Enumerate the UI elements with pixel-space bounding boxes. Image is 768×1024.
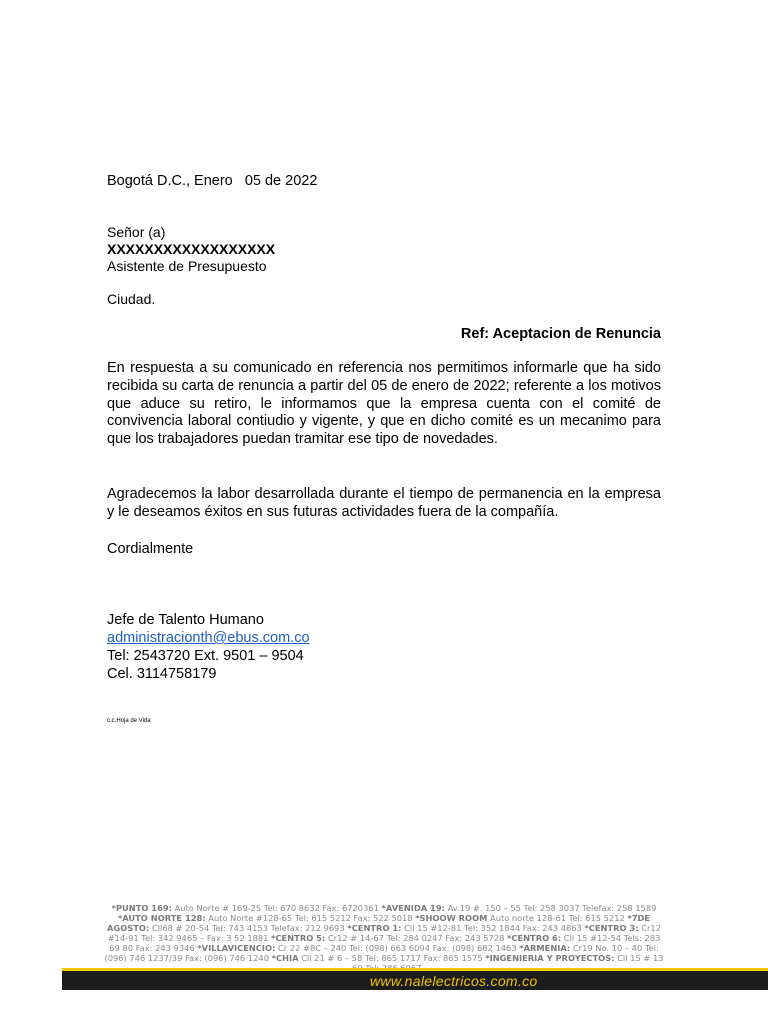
date-line: Bogotá D.C., Enero 05 de 2022 — [107, 173, 318, 189]
footer-branch-name: *SHOOW ROOM — [415, 913, 488, 923]
footer-branch-info: Cll 15 #12-81 Tel: 352 1844 Fax: 243 4863 — [401, 923, 585, 933]
footer-branch-info: Cll 15 #12-54 Tels: 283 69 80 Fax: 243 9346 — [109, 933, 661, 953]
footer-branch-info: Cr12 # 14-67 Tel: 284 0247 Fax: 243 5728 — [325, 933, 508, 943]
footer-branch-name: *INGENIERIA Y PROYECTOS: — [485, 953, 615, 963]
footer-branch-info: Av.19 #. 150 – 55 Tel: 258 3037 Telefax: 258 1589 — [444, 903, 657, 913]
footer-branch-name: *CENTRO 3: — [584, 923, 639, 933]
footer-branch-info: Cr19 No. 10 – 40 Tel: (096) 746 1237/39 Fax: (096) 746 1240 — [104, 943, 659, 963]
footer-branch-info: Auto Norte # 169-25 Tel: 670 8632 Fax: 6720361 — [171, 903, 382, 913]
footer-branch-name: *AVENIDA 19: — [381, 903, 445, 913]
signature-phone: Tel: 2543720 Ext. 9501 – 9504 — [107, 648, 304, 664]
footer-branch-info: Cll 15 # 13 — [617, 953, 664, 963]
footer-branch-info: Auto Norte #128-65 Tel: 615 5212 Fax: 522 5018 — [205, 913, 416, 923]
footer-branch-name: *VILLAVICENCIO: — [197, 943, 276, 953]
footer-branch-name: *CHIA — [271, 953, 299, 963]
footer-branch-info: Cr12 #14-91 Tel: 342 9465 – Fax: 3 52 1881 — [107, 923, 661, 943]
footer-branch-name: *PUNTO 169: — [111, 903, 172, 913]
footer-branch-name: *CENTRO 6: — [507, 933, 562, 943]
footer-branches — [104, 903, 664, 975]
signature-role: Jefe de Talento Humano — [107, 612, 264, 628]
body-paragraph-2: Agradecemos la labor desarrollada durante el tiempo de permanencia en la empresa y le deseamos éxitos en sus futuras actividades fuera de la compañía. — [107, 486, 661, 520]
footer-branch-name: *7DE AGOSTO: — [107, 913, 651, 933]
footer-website[interactable]: www.nalelectricos.com.co — [370, 973, 538, 989]
body-paragraph-1: En respuesta a su comunicado en referencia nos permitimos informarle que ha sido recibida su carta de renuncia a partir del 05 de enero de 2022; referente a los motivos que aduce su retiro, le informamos que la empresa cuenta con el comité de convivencia laboral contiudio y vigente, y que en dicho comité es un mecanimo para que los trabajadores puedan tramitar ese tipo de novedades. — [107, 360, 661, 448]
closing: Cordialmente — [107, 541, 194, 557]
footer-branch-info: Cll68 # 20-54 Tel: 743 4153 Telefax: 212 9693 — [149, 923, 348, 933]
signature-cell: Cel. 3114758179 — [107, 666, 217, 682]
footer-branch-info: Auto norte 128-61 Tel: 615 5212 — [487, 913, 628, 923]
recipient-title: Asistente de Presupuesto — [107, 258, 267, 274]
cc-note: c.c.Hoja de Vida — [107, 718, 151, 724]
footer-branch-name: *ARMENIA: — [519, 943, 571, 953]
footer-branch-info: Cr 22 #8C – 240 Tel: (098) 663 6094 Fax: (098) 682 1463 — [275, 943, 520, 953]
footer-branch-info: Cll 21 # 6 – 58 Tel: 865 1717 Fax: 865 1575 — [298, 953, 486, 963]
city-line: Ciudad. — [107, 291, 156, 307]
signature-email-link[interactable]: administracionth@ebus.com.co — [107, 630, 310, 646]
footer-branch-name: *AUTO NORTE 128: — [117, 913, 206, 923]
recipient-name: XXXXXXXXXXXXXXXXXX — [107, 241, 276, 257]
salutation: Señor (a) — [107, 224, 166, 240]
reference-line: Ref: Aceptacion de Renuncia — [460, 326, 661, 342]
footer-branch-name: *CENTRO 1: — [347, 923, 402, 933]
footer-branch-name: *CENTRO 5: — [271, 933, 326, 943]
